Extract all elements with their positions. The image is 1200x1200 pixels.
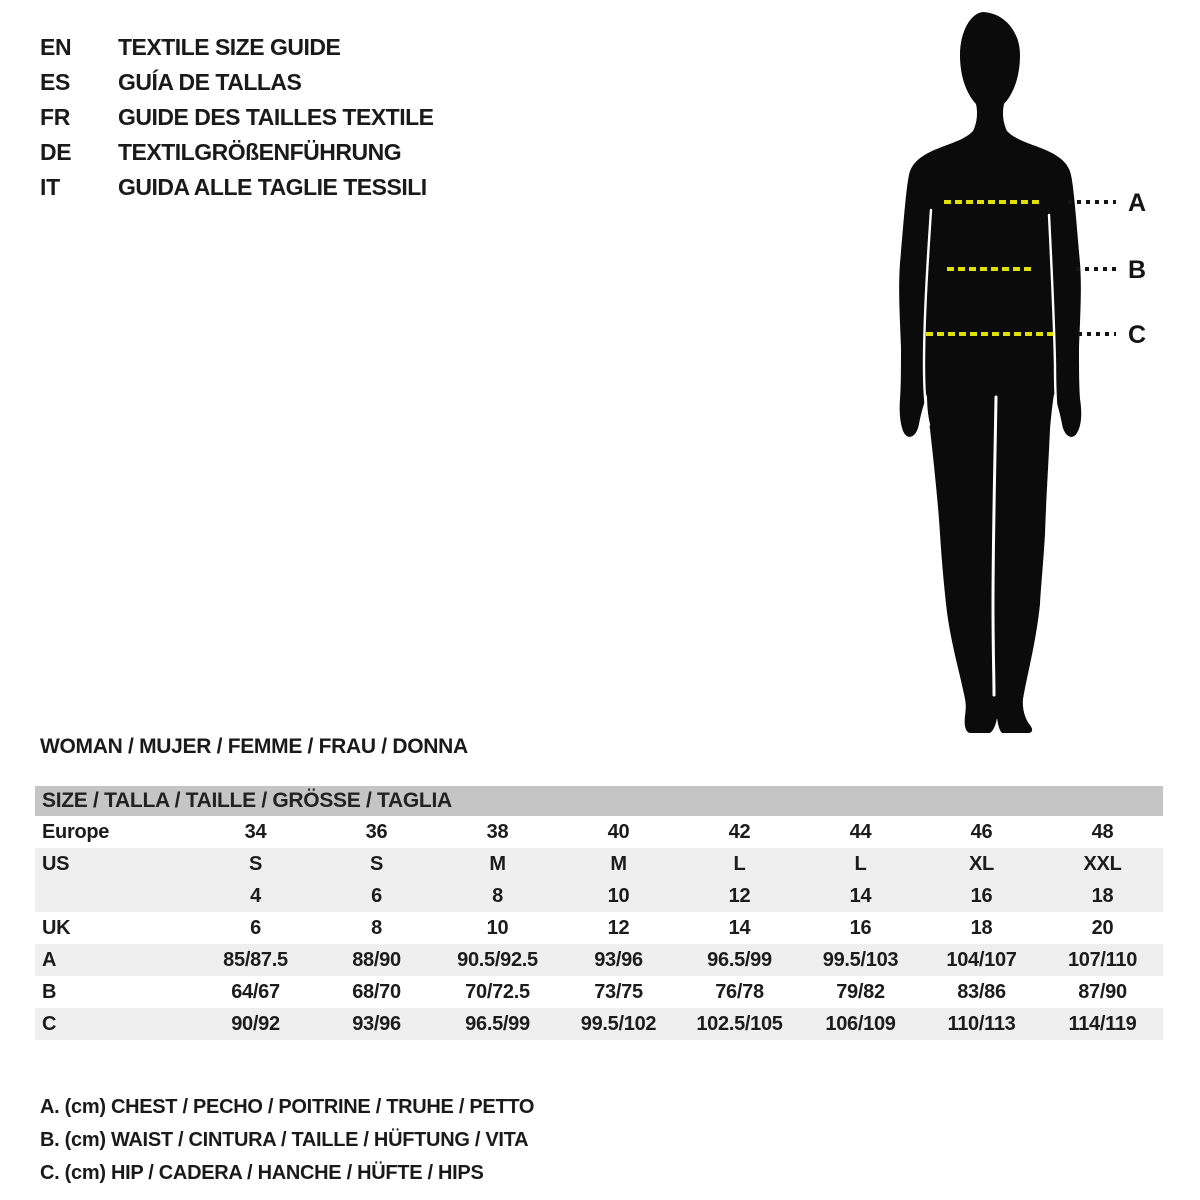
size-cell: 12 — [728, 884, 751, 907]
size-cell: 85/87.5 — [223, 948, 288, 971]
language-label: TEXTILGRÖßENFÜHRUNG — [118, 139, 402, 165]
size-cell: 16 — [849, 916, 872, 939]
section-title-woman: WOMAN / MUJER / FEMME / FRAU / DONNA — [40, 735, 468, 758]
row-label: A — [42, 948, 57, 971]
row-label: US — [42, 852, 70, 875]
size-cell: 93/96 — [594, 948, 643, 971]
size-cell: 18 — [970, 916, 993, 939]
hip-marker-line — [1078, 332, 1116, 336]
size-cell: 34 — [244, 820, 267, 843]
size-cell: 70/72.5 — [465, 980, 530, 1003]
language-code: FR — [40, 104, 71, 130]
size-cell: 10 — [607, 884, 630, 907]
size-cell: 88/90 — [352, 948, 401, 971]
size-cell: XXL — [1083, 852, 1122, 875]
size-cell: 107/110 — [1067, 948, 1138, 971]
language-label: GUIDE DES TAILLES TEXTILE — [118, 104, 434, 130]
size-cell: 14 — [728, 916, 751, 939]
size-cell: 102.5/105 — [696, 1012, 783, 1035]
size-cell: 8 — [492, 884, 503, 907]
language-row — [40, 65, 434, 100]
size-cell: 110/113 — [947, 1012, 1016, 1035]
row-label: B — [42, 980, 57, 1003]
size-cell: 96.5/99 — [707, 948, 772, 971]
language-label: GUIDA ALLE TAGLIE TESSILI — [118, 174, 427, 200]
table-row — [35, 848, 1163, 880]
size-cell: L — [854, 852, 867, 875]
size-cell: 68/70 — [352, 980, 401, 1003]
table-row — [35, 912, 1163, 944]
waist-marker-line — [1076, 267, 1116, 271]
waist-measure-line — [947, 267, 1033, 271]
waist-marker-label: B — [1127, 256, 1147, 284]
table-row — [35, 944, 1163, 976]
size-cell: S — [248, 852, 263, 875]
hip-marker-label: C — [1127, 321, 1147, 349]
table-row — [35, 816, 1163, 848]
language-row — [40, 170, 434, 205]
chest-marker-label: A — [1127, 189, 1147, 217]
legend-line: B. (cm) WAIST / CINTURA / TAILLE / HÜFTUNG / VITA — [40, 1129, 529, 1151]
size-cell: 104/107 — [946, 948, 1017, 971]
size-cell: 40 — [607, 820, 630, 843]
language-row — [40, 100, 434, 135]
chest-marker-line — [1068, 200, 1116, 204]
language-row — [40, 135, 434, 170]
size-cell: S — [369, 852, 384, 875]
size-cell: 114/119 — [1068, 1012, 1137, 1035]
size-cell: 14 — [849, 884, 872, 907]
size-cell: M — [610, 852, 627, 875]
size-cell: 93/96 — [352, 1012, 401, 1035]
size-cell: 90.5/92.5 — [457, 948, 538, 971]
legend — [40, 1091, 534, 1190]
table-row — [35, 976, 1163, 1008]
size-cell: 76/78 — [715, 980, 764, 1003]
size-cell: 10 — [486, 916, 509, 939]
row-label: C — [42, 1012, 57, 1035]
size-cell: 8 — [371, 916, 382, 939]
row-label: UK — [42, 916, 71, 939]
size-table-header: SIZE / TALLA / TAILLE / GRÖSSE / TAGLIA — [35, 786, 1163, 816]
size-cell: 90/92 — [231, 1012, 280, 1035]
hip-measure-line — [926, 332, 1053, 336]
language-code: IT — [40, 174, 60, 200]
size-cell: 18 — [1091, 884, 1114, 907]
language-label: TEXTILE SIZE GUIDE — [118, 34, 341, 60]
language-label: GUÍA DE TALLAS — [118, 69, 302, 95]
row-label — [35, 880, 195, 912]
size-cell: 36 — [365, 820, 388, 843]
size-cell: 96.5/99 — [465, 1012, 530, 1035]
size-cell: 20 — [1091, 916, 1114, 939]
size-cell: 42 — [728, 820, 751, 843]
size-cell: 83/86 — [957, 980, 1006, 1003]
size-cell: L — [733, 852, 746, 875]
size-cell: XL — [969, 852, 994, 875]
size-cell: 12 — [607, 916, 630, 939]
language-code: DE — [40, 139, 72, 165]
legend-line: C. (cm) HIP / CADERA / HANCHE / HÜFTE / HIPS — [40, 1162, 484, 1184]
size-cell: 79/82 — [836, 980, 885, 1003]
size-cell: 4 — [250, 884, 261, 907]
legend-line: A. (cm) CHEST / PECHO / POITRINE / TRUHE / PETTO — [40, 1096, 535, 1118]
language-code: ES — [40, 69, 71, 95]
size-cell: 64/67 — [231, 980, 280, 1003]
language-code: EN — [40, 34, 72, 60]
row-label: Europe — [42, 820, 110, 843]
language-list — [40, 30, 434, 205]
size-cell: 73/75 — [594, 980, 643, 1003]
size-cell: 48 — [1091, 820, 1114, 843]
woman-silhouette-icon — [890, 5, 1090, 740]
size-cell: 87/90 — [1078, 980, 1127, 1003]
language-row — [40, 30, 434, 65]
size-cell: 38 — [486, 820, 509, 843]
size-table — [35, 786, 1163, 1040]
size-cell: 106/109 — [825, 1012, 896, 1035]
size-cell: 6 — [371, 884, 382, 907]
size-cell: 99.5/103 — [822, 948, 899, 971]
size-table-body — [35, 816, 1163, 1040]
size-cell: 16 — [970, 884, 993, 907]
woman-silhouette-figure — [890, 5, 1090, 740]
chest-measure-line — [944, 200, 1042, 204]
table-row — [35, 880, 1163, 912]
table-row — [35, 1008, 1163, 1040]
size-cell: 99.5/102 — [580, 1012, 657, 1035]
size-cell: 6 — [250, 916, 261, 939]
size-cell: 46 — [970, 820, 993, 843]
size-cell: 44 — [849, 820, 872, 843]
size-cell: M — [489, 852, 506, 875]
